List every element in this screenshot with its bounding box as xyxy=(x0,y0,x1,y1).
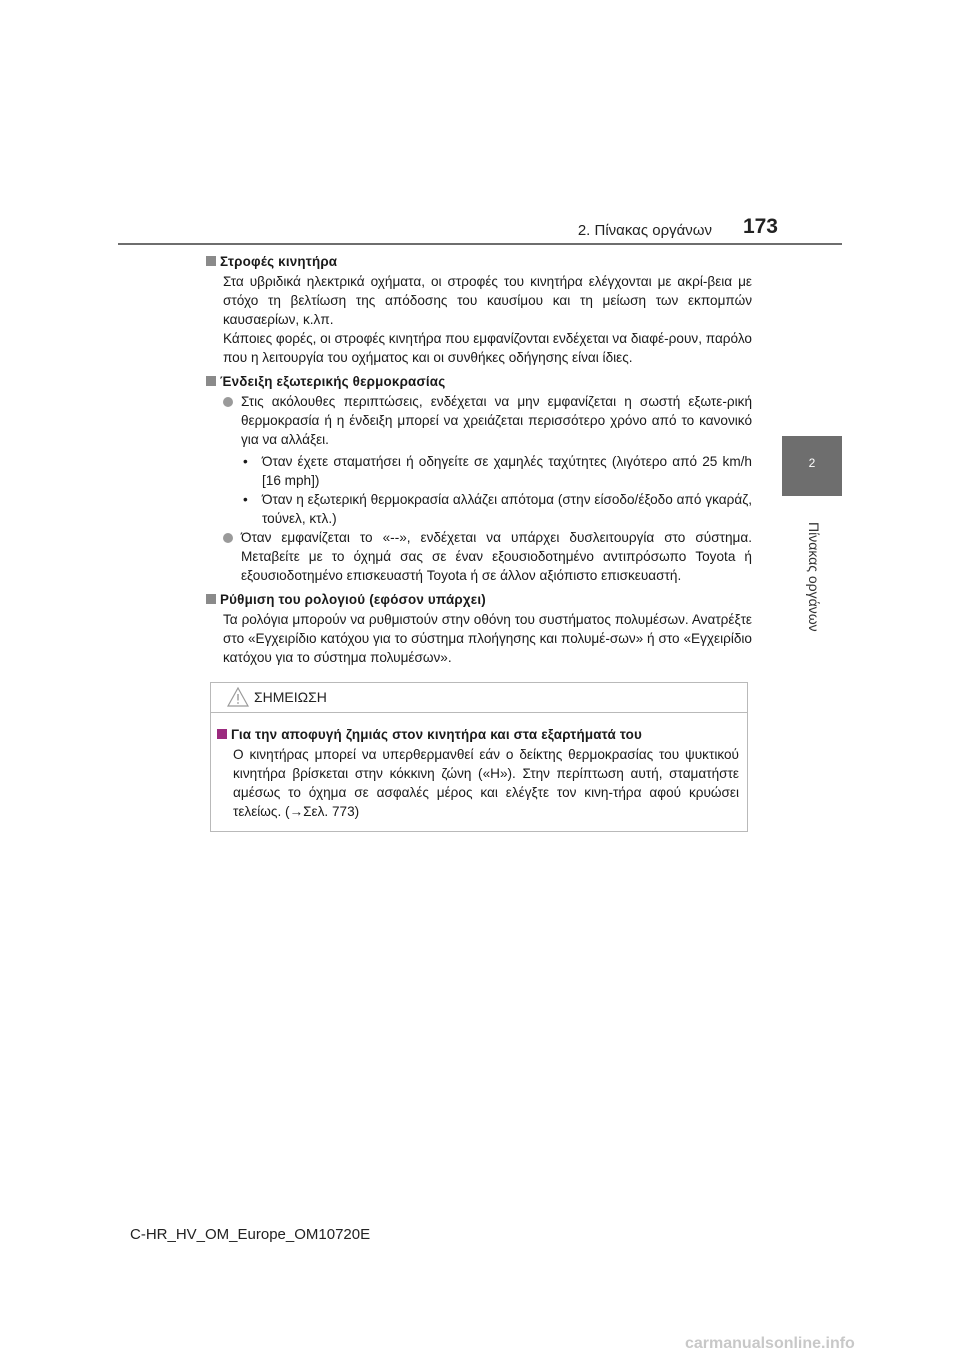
paragraph: Στα υβριδικά ηλεκτρικά οχήματα, οι στροφές του κινητήρα ελέγχονται με ακρί-βεια με στόχο τη βελτίωση της απόδοσης του καυσίμου και τη μείωση των εκπομπών καυσαερίων, κ.λπ. xyxy=(223,274,752,327)
section-heading: Ρύθμιση του ρολογιού (εφόσον υπάρχει) xyxy=(206,590,754,610)
dot-bullet-icon: • xyxy=(243,454,248,469)
header-section-title: 2. Πίνακας οργάνων xyxy=(577,222,712,239)
paragraph: Κάποιες φορές, οι στροφές κινητήρα που εμφανίζονται ενδέχεται να διαφέ-ρουν, παρόλο που η λειτουργία του οχήματος και οι συνθήκες οδήγησης είναι ίδιες. xyxy=(223,331,752,365)
section-clock-setting xyxy=(206,590,754,667)
notice-title: ΣΗΜΕΙΩΣΗ xyxy=(254,689,327,705)
section-engine-speed xyxy=(206,252,754,367)
page-number: 173 xyxy=(742,215,778,238)
circle-bullet-icon xyxy=(223,397,233,407)
list-item: Όταν εμφανίζεται το «--», ενδέχεται να υπάρχει δυσλειτουργία στο σύστημα. Μεταβείτε με το όχημά σας σε έναν εξουσιοδοτημένο αντιπρόσωπο Toyota ή εξουσιοδοτημένο επισκευαστή Toyota ή σε άλλον αξιόπιστο επισκευαστή. xyxy=(223,528,754,585)
sub-list-item: • Όταν η εξωτερική θερμοκρασία αλλάζει απότομα (στην είσοδο/έξοδο από γκαράζ, τούνελ, κτλ.) xyxy=(243,492,752,526)
dot-bullet-icon: • xyxy=(243,492,248,507)
chapter-label: Πίνακας οργάνων xyxy=(806,522,822,632)
header-divider xyxy=(118,243,842,245)
square-bullet-icon xyxy=(206,376,216,386)
chapter-tab xyxy=(782,436,842,496)
chapter-number: 2 xyxy=(808,456,816,470)
square-bullet-icon xyxy=(217,729,227,739)
list-item: Στις ακόλουθες περιπτώσεις, ενδέχεται να μην εμφανίζεται η σωστή εξωτε-ρική θερμοκρασία ή η ένδειξη μπορεί να χρειάζεται περισσότερο χρόνο από το κανονικό για να αλλάξει. xyxy=(223,392,754,449)
paragraph: Τα ρολόγια μπορούν να ρυθμιστούν στην οθόνη του συστήματος πολυμέσων. Ανατρέξτε στο «Εγχειρίδιο κατόχου για το σύστημα πλοήγησης και πολυμέ-σων» ή στο «Εγχειρίδιο κατόχου για το σύστημα πολυμέσων». xyxy=(223,612,752,665)
square-bullet-icon xyxy=(206,256,216,266)
watermark: carmanualsonline.info xyxy=(685,1335,855,1352)
section-heading: Ένδειξη εξωτερικής θερμοκρασίας xyxy=(206,372,754,392)
notice-text: Ο κινητήρας μπορεί να υπερθερμανθεί εάν ο δείκτης θερμοκρασίας του ψυκτικού κινητήρα βρίσκεται στην κόκκινη ζώνη («H»). Στην περίπτωση αυτή, σταματήστε αμέσως το όχημα σε ασφαλές μέρος και ελέγξτε τον κινη-τήρα αφού κρυώσει τελείως. (→Σελ. 773) xyxy=(233,747,739,819)
section-heading: Στροφές κινητήρα xyxy=(206,252,754,272)
section-outside-temperature xyxy=(206,372,754,585)
square-bullet-icon xyxy=(206,594,216,604)
document-id: C-HR_HV_OM_Europe_OM10720E xyxy=(130,1226,371,1243)
notice-box xyxy=(210,682,748,832)
warning-triangle-icon xyxy=(227,687,249,712)
notice-body xyxy=(217,725,741,821)
notice-header xyxy=(211,683,747,713)
circle-bullet-icon xyxy=(223,533,233,543)
main-content xyxy=(206,252,754,667)
sub-list-item: • Όταν έχετε σταματήσει ή οδηγείτε σε χαμηλές ταχύτητες (λιγότερο από 25 km/h [16 mph]) xyxy=(243,454,752,488)
notice-heading: Για την αποφυγή ζημιάς στον κινητήρα και στα εξαρτήματά του xyxy=(217,725,741,745)
